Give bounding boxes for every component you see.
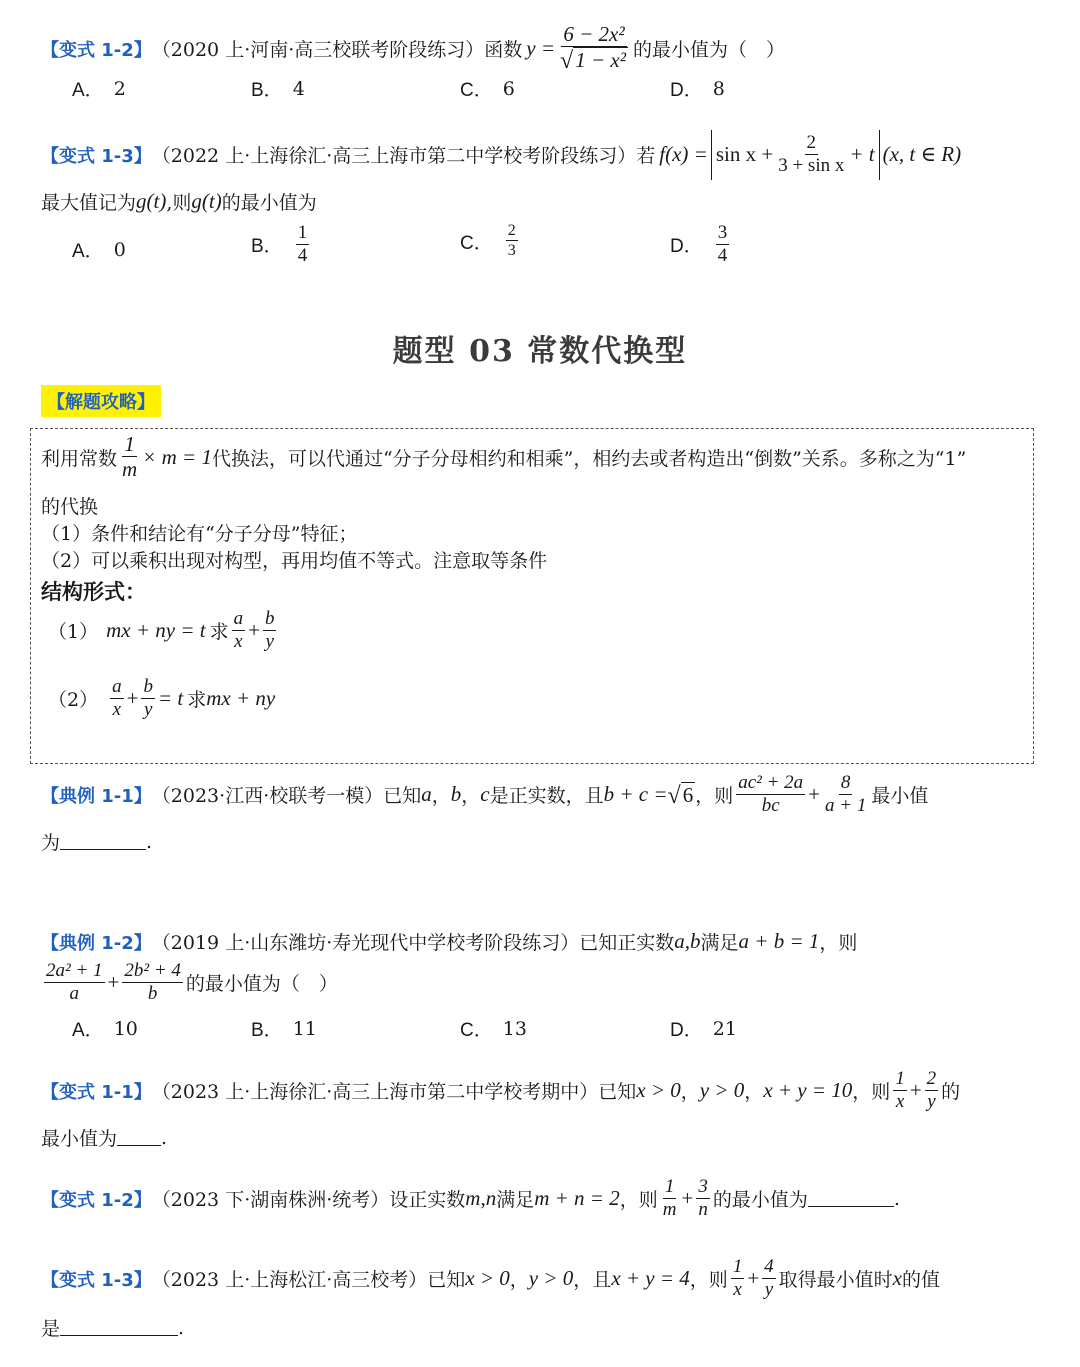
example-1-2-line2: $\frac{\text{2a² + 1}}{a}$ + $\frac{\text{2b² + 4}}{b}$ 的最小值为（ ） (46, 960, 338, 1004)
question-variant-1-3-a-line2: 最大值记为 g(t) ,则 g(t) 的最小值为 (41, 189, 317, 214)
structure-form-2: （2） $\frac{a}{x}$ + $\frac{b}{y}$ = t 求 mx + ny (48, 676, 276, 720)
strategy-point-1: （1）条件和结论有“分子分母”特征； (41, 523, 358, 545)
math-domain: (x, t ∈ R) (882, 142, 962, 167)
variant-1-3-b-line2: 是 . (41, 1316, 185, 1340)
option-c[interactable]: C． 13 (460, 1017, 527, 1041)
question-source: （2022 上·上海徐汇·高三上海市第二中学校考阶段练习）若 (151, 145, 656, 168)
answer-blank[interactable] (117, 1129, 161, 1146)
question-variant-1-2-a (41, 22, 785, 75)
strategy-label: 【解题攻略】 (41, 385, 161, 417)
answer-blank[interactable] (60, 833, 146, 850)
option-b[interactable]: B． 4 (251, 77, 305, 101)
option-c[interactable]: C． 6 (460, 77, 515, 101)
option-a[interactable]: A． 2 (72, 77, 126, 101)
question-variant-1-3-a (41, 130, 961, 180)
option-b[interactable]: B． 11 (251, 1017, 317, 1041)
strategy-intro-line2: 的代换 (41, 496, 99, 518)
option-a[interactable]: A． 0 (72, 238, 126, 262)
option-d[interactable]: D． $\frac{3}{4}$ (670, 222, 728, 266)
option-d[interactable]: D． 21 (670, 1017, 737, 1041)
option-c[interactable]: C． $\frac{2}{3}$ (460, 222, 516, 260)
question-tag: 【变式 1-3】 (41, 145, 152, 167)
answer-blank[interactable] (60, 1319, 178, 1336)
section-title: 题型 03 常数代换型 (392, 334, 688, 369)
strategy-intro: 利用常数 $\frac{1}{m}$ × m = 1 代换法，可以代通过“分子分母相约和相乘”，相约去或者构造出“倒数”关系。多称之为“1” (41, 432, 967, 482)
variant-1-2-b: 【变式 1-2】 （2023 下·湖南株洲·统考）设正实数 m,n 满足 m + n = 2 ，则 $\frac{1}{m}$ + $\frac{3}{n}$ 的最小值为 . (41, 1176, 900, 1220)
variant-1-1-line2: 最小值为 . (41, 1126, 168, 1150)
structure-form-1: （1） mx + ny = t 求 $\frac{a}{x}$ + $\frac{b}{y}$ (48, 608, 275, 652)
math-y: y = (526, 36, 556, 61)
sqrt: √ 1 − x² (560, 48, 626, 75)
absolute-value: sin x + $\frac{2}{\text{3 + sin x}}$ + t (711, 130, 880, 180)
example-1-2: 【典例 1-2】 （2019 上·山东潍坊·寿光现代中学校考阶段练习）已知正实数 a,b 满足 a + b = 1 ，则 (41, 929, 858, 954)
structure-heading: 结构形式： (41, 580, 146, 604)
variant-1-1: 【变式 1-1】 （2023 上·上海徐汇·高三上海市第二中学校考期中）已知 x > 0 ， y > 0 ， x + y = 10 ，则 $\frac{1}{x}$ + $\frac{2}{y}$ 的 (41, 1068, 961, 1112)
example-1-1: 【典例 1-1】 （2023·江西·校联考一模）已知 a ， b ， c 是正实数，且 b + c = √ 6 ，则 $\frac{\text{ac² + 2a}}{bc}$ + $\frac{8}{a + 1}$ 最小值 (41, 772, 929, 816)
option-a[interactable]: A． 10 (72, 1017, 138, 1041)
answer-blank[interactable] (808, 1190, 894, 1207)
option-d[interactable]: D． 8 (670, 77, 725, 101)
option-b[interactable]: B． $\frac{1}{4}$ (251, 222, 308, 266)
variant-1-3-b: 【变式 1-3】 （2023 上·上海松江·高三校考）已知 x > 0 ， y > 0 ，且 x + y = 4 ，则 $\frac{1}{x}$ + $\frac{4}{y}$ 取得最小值时 x 的值 (41, 1256, 941, 1300)
question-tag: 【变式 1-2】 (41, 39, 152, 61)
strategy-point-2: （2）可以乘积出现对构型，再用均值不等式。注意取等条件 (41, 550, 548, 572)
math-fx: f(x) = (659, 142, 708, 167)
fraction: 6 − 2x² √ 1 − x² (560, 22, 626, 75)
example-1-1-line2: 为 . (41, 830, 153, 854)
question-tail: 的最小值为（ ） (633, 39, 786, 62)
question-source: （2020 上·河南·高三校联考阶段练习）函数 (151, 39, 523, 62)
